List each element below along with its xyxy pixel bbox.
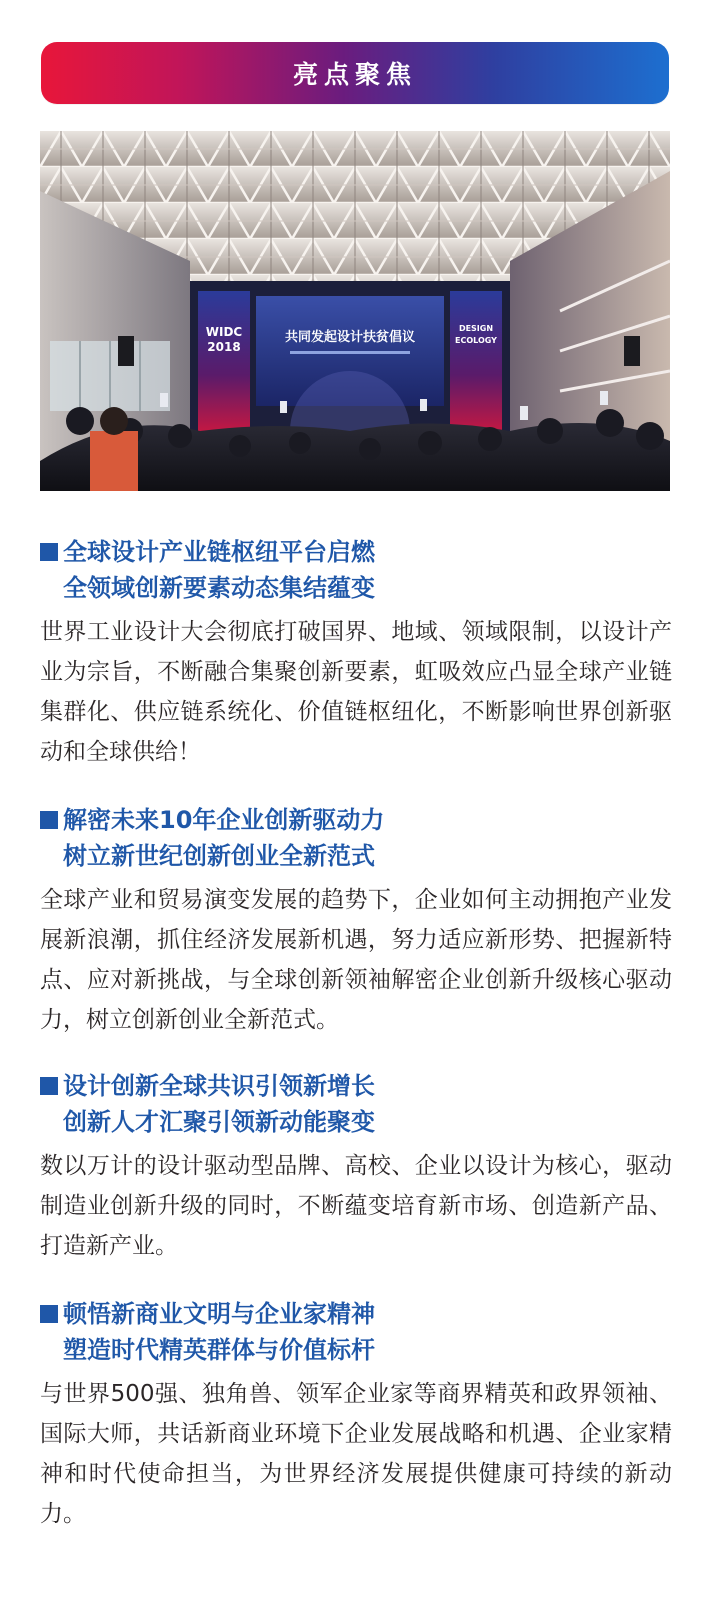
section-4 <box>40 1296 672 1534</box>
section-body: 全球产业和贸易演变发展的趋势下，企业如何主动拥抱产业发展新浪潮，抓住经济发展新机遇，努力适应新形势、把握新特点、应对新挑战，与全球创新领袖解密企业创新升级核心驱动力，树立创新创业全新范式。 <box>40 887 672 1033</box>
heading-line-2: 树立新世纪创新创业全新范式 <box>63 842 375 870</box>
section-body: 与世界500强、独角兽、领军企业家等商界精英和政界领袖、国际大师，共话新商业环境下企业发展战略和机遇、企业家精神和时代使命担当，为世界经济发展提供健康可持续的新动力。 <box>40 1381 672 1527</box>
heading-line-1: 全球设计产业链枢纽平台启燃 <box>63 538 375 566</box>
screen-title: 共同发起设计扶贫倡议 <box>284 330 416 345</box>
heading-line-1: 解密未来10年企业创新驱动力 <box>63 806 385 834</box>
heading-line-1: 顿悟新商业文明与企业家精神 <box>63 1300 375 1328</box>
heading-line-2: 塑造时代精英群体与价值标杆 <box>63 1336 375 1364</box>
section-3 <box>40 1068 672 1266</box>
svg-text:WIDC: WIDC <box>205 325 243 339</box>
square-bullet-icon <box>40 543 58 561</box>
square-bullet-icon <box>40 811 58 829</box>
section-heading <box>40 1068 672 1140</box>
section-heading <box>40 802 672 874</box>
svg-text:ECOLOGY: ECOLOGY <box>455 336 497 345</box>
section-body: 世界工业设计大会彻底打破国界、地域、领域限制，以设计产业为宗旨，不断融合集聚创新要素，虹吸效应凸显全球产业链集群化、供应链系统化、价值链枢纽化，不断影响世界创新驱动和全球供给！ <box>40 619 672 765</box>
banner-title: 亮点聚焦 <box>292 60 417 89</box>
section-1 <box>40 534 672 772</box>
svg-text:DESIGN: DESIGN <box>458 324 494 333</box>
conference-stage-photo-icon <box>40 131 670 491</box>
section-heading <box>40 534 672 606</box>
square-bullet-icon <box>40 1077 58 1095</box>
square-bullet-icon <box>40 1305 58 1323</box>
heading-line-1: 设计创新全球共识引领新增长 <box>63 1072 375 1100</box>
heading-line-2: 全领域创新要素动态集结蕴变 <box>63 574 375 602</box>
section-heading <box>40 1296 672 1368</box>
heading-line-2: 创新人才汇聚引领新动能聚变 <box>63 1108 375 1136</box>
conference-photo <box>40 131 670 491</box>
section-2 <box>40 802 672 1040</box>
highlight-banner <box>41 42 669 104</box>
svg-text:2018: 2018 <box>207 340 241 354</box>
section-body: 数以万计的设计驱动型品牌、高校、企业以设计为核心，驱动制造业创新升级的同时，不断蕴变培育新市场、创造新产品、打造新产业。 <box>40 1153 672 1259</box>
